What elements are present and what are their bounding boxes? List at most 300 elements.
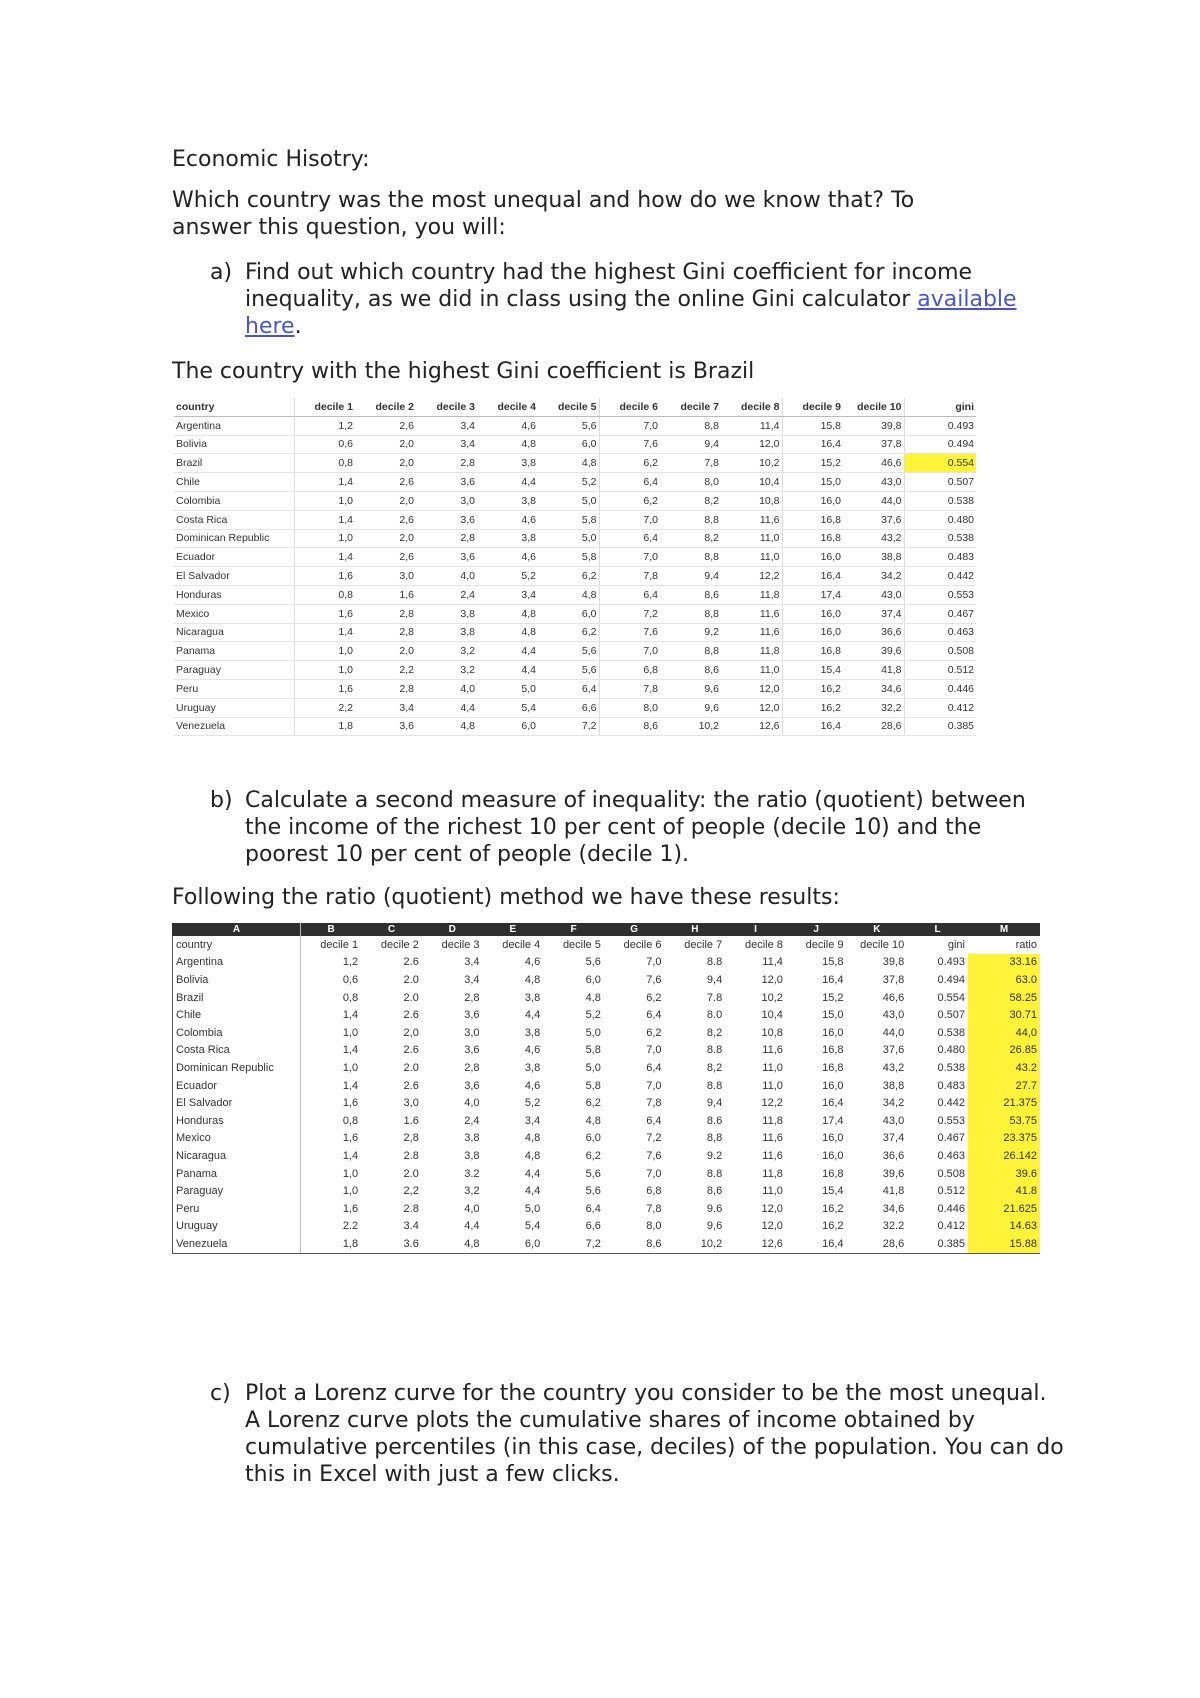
ratio-cell[interactable]: 21.625: [968, 1200, 1040, 1218]
decile-cell[interactable]: 16,0: [822, 1149, 844, 1162]
decile-cell[interactable]: 2.6: [403, 956, 419, 969]
decile-cell[interactable]: 4,6: [524, 1044, 541, 1057]
decile-cell[interactable]: 10,4: [761, 1009, 783, 1022]
decile-cell[interactable]: 11,8: [762, 1114, 783, 1127]
decile-cell[interactable]: 8,2: [706, 1061, 723, 1074]
decile-cell[interactable]: 6,4: [646, 1061, 662, 1074]
decile-cell[interactable]: 39,6: [882, 1167, 905, 1180]
gini-table-header-cell: decile 2: [355, 398, 416, 416]
decile-cell[interactable]: 3,8: [524, 1061, 541, 1074]
decile-cell[interactable]: 6,4: [646, 1114, 662, 1127]
ratio-cell[interactable]: 14.63: [968, 1218, 1040, 1236]
decile-cell: 8,0: [599, 698, 660, 717]
decile-cell[interactable]: 7,2: [543, 1235, 604, 1253]
country-cell[interactable]: Paraguay: [173, 1182, 301, 1200]
decile-cell: 2,0: [355, 435, 416, 454]
decile-cell[interactable]: 7,6: [646, 973, 662, 986]
decile-cell[interactable]: 6,6: [585, 1220, 601, 1233]
decile-cell[interactable]: 7,0: [646, 1167, 662, 1180]
decile-cell: 15,4: [782, 661, 843, 680]
decile-cell: 46,6: [843, 454, 904, 473]
ratio-header-cell[interactable]: decile 8: [744, 938, 783, 951]
gini-table-row: [174, 548, 976, 567]
gini-cell[interactable]: 0.508: [937, 1167, 965, 1180]
decile-cell[interactable]: 11,8: [762, 1167, 783, 1180]
decile-cell: 37,4: [843, 604, 904, 623]
decile-cell: 8,6: [599, 717, 660, 736]
decile-cell: 3,4: [416, 435, 477, 454]
decile-cell[interactable]: 7,6: [646, 1149, 662, 1162]
decile-cell[interactable]: 8,2: [706, 1026, 723, 1039]
decile-cell[interactable]: 5,2: [524, 1097, 541, 1110]
decile-cell[interactable]: 28,6: [847, 1235, 908, 1253]
decile-cell[interactable]: 5,8: [585, 1044, 601, 1057]
ratio-cell[interactable]: 44,0: [968, 1024, 1040, 1042]
column-letter-cell[interactable]: M: [968, 923, 1040, 936]
decile-cell[interactable]: 11,0: [762, 1079, 783, 1092]
decile-cell[interactable]: 1,0: [342, 1167, 359, 1180]
column-letter-cell[interactable]: F: [543, 923, 604, 936]
decile-cell[interactable]: 4,4: [524, 1167, 541, 1180]
decile-cell[interactable]: 6,2: [585, 1097, 601, 1110]
gini-cell[interactable]: 0.483: [937, 1079, 965, 1092]
decile-cell[interactable]: 8,0: [646, 1220, 662, 1233]
decile-cell: 6,2: [538, 623, 599, 642]
decile-cell[interactable]: 6,0: [585, 1132, 601, 1145]
ratio-header-cell[interactable]: decile 1: [320, 938, 359, 951]
decile-cell[interactable]: 1,0: [342, 1061, 359, 1074]
decile-cell[interactable]: 2,8: [464, 991, 480, 1004]
decile-cell[interactable]: 0,8: [342, 1114, 359, 1127]
decile-cell[interactable]: 9,4: [706, 973, 723, 986]
decile-cell[interactable]: 41,8: [882, 1185, 905, 1198]
decile-cell: 3,8: [416, 604, 477, 623]
decile-cell: 3,8: [477, 454, 538, 473]
decile-cell: 16,4: [782, 567, 843, 586]
decile-cell[interactable]: 16,8: [822, 1044, 844, 1057]
decile-cell[interactable]: 8,8: [706, 1132, 723, 1145]
gini-cell[interactable]: 0.385: [907, 1235, 968, 1253]
ratio-header-cell[interactable]: decile 6: [623, 938, 662, 951]
ratio-cell[interactable]: 39.6: [968, 1165, 1040, 1183]
ratio-cell[interactable]: 58.25: [968, 989, 1040, 1007]
decile-cell[interactable]: 3,8: [464, 1149, 480, 1162]
decile-cell: 4,8: [416, 717, 477, 736]
country-cell[interactable]: Argentina: [173, 954, 301, 972]
gini-cell[interactable]: 0.463: [937, 1149, 965, 1162]
ratio-header-cell[interactable]: decile 4: [502, 938, 541, 951]
country-cell[interactable]: Brazil: [173, 989, 301, 1007]
decile-cell[interactable]: 4,8: [422, 1235, 483, 1253]
decile-cell[interactable]: 3,4: [464, 973, 480, 986]
column-letter-cell[interactable]: L: [907, 923, 968, 936]
decile-cell[interactable]: 4,8: [524, 1132, 541, 1145]
decile-cell[interactable]: 3.2: [464, 1167, 480, 1180]
country-cell[interactable]: Costa Rica: [173, 1042, 301, 1060]
ratio-header-cell[interactable]: decile 3: [441, 938, 480, 951]
decile-cell[interactable]: 10,8: [761, 1026, 783, 1039]
column-letter-cell[interactable]: H: [665, 923, 726, 936]
decile-cell[interactable]: 37,6: [882, 1044, 905, 1057]
ratio-row: [173, 1200, 1041, 1218]
decile-cell: 3,8: [477, 491, 538, 510]
decile-cell[interactable]: 16,8: [822, 1061, 844, 1074]
decile-cell[interactable]: 4,6: [524, 956, 541, 969]
decile-cell[interactable]: 12,2: [761, 1097, 783, 1110]
ratio-cell[interactable]: 43.2: [968, 1059, 1040, 1077]
decile-cell[interactable]: 9.6: [706, 1202, 723, 1215]
decile-cell[interactable]: 5,0: [585, 1026, 601, 1039]
decile-cell: 2,6: [355, 473, 416, 492]
gini-table-row: [174, 473, 976, 492]
decile-cell[interactable]: 2,4: [464, 1114, 480, 1127]
decile-cell[interactable]: 8.8: [706, 1044, 723, 1057]
country-cell[interactable]: Nicaragua: [173, 1147, 301, 1165]
decile-cell[interactable]: 1.6: [403, 1114, 419, 1127]
country-cell[interactable]: Chile: [173, 1006, 301, 1024]
decile-cell: 2,0: [355, 491, 416, 510]
decile-cell[interactable]: 1,4: [342, 1149, 359, 1162]
decile-cell[interactable]: 3,8: [524, 1026, 541, 1039]
decile-cell[interactable]: 7,2: [646, 1132, 662, 1145]
decile-cell[interactable]: 2.2: [342, 1220, 359, 1233]
gini-cell[interactable]: 0.480: [937, 1044, 965, 1057]
gini-table-row: [174, 585, 976, 604]
decile-cell: 1,6: [294, 604, 355, 623]
gini-cell[interactable]: 0.554: [937, 991, 965, 1004]
decile-cell[interactable]: 34,6: [882, 1202, 905, 1215]
decile-cell[interactable]: 3,6: [464, 1079, 480, 1092]
decile-cell[interactable]: 7,0: [646, 1079, 662, 1092]
decile-cell[interactable]: 6,2: [585, 1149, 601, 1162]
gini-cell[interactable]: 0.412: [937, 1220, 965, 1233]
decile-cell: 8,8: [660, 510, 721, 529]
decile-cell: 11,8: [721, 585, 782, 604]
ratio-cell[interactable]: 26.142: [968, 1147, 1040, 1165]
decile-cell[interactable]: 4,8: [585, 1114, 601, 1127]
decile-cell[interactable]: 1,6: [342, 1202, 359, 1215]
question-b-text: Calculate a second measure of inequality: the ratio (quotient) between the income of the richest 10 per cent of people (decile 10) and the poorest 10 per cent of people (decile 1).: [245, 788, 1026, 867]
gini-cell[interactable]: 0.538: [937, 1026, 965, 1039]
decile-cell[interactable]: 5,4: [524, 1220, 541, 1233]
decile-cell[interactable]: 3,8: [524, 991, 541, 1004]
decile-cell[interactable]: 2.6: [403, 1079, 419, 1092]
decile-cell[interactable]: 9.2: [706, 1149, 723, 1162]
decile-cell: 10,2: [660, 717, 721, 736]
column-letter-cell[interactable]: I: [725, 923, 786, 936]
decile-cell: 3,4: [477, 585, 538, 604]
decile-cell[interactable]: 1,6: [342, 1132, 359, 1145]
decile-cell[interactable]: 8,6: [706, 1185, 723, 1198]
country-cell: Paraguay: [174, 661, 294, 680]
decile-cell[interactable]: 16,8: [822, 1167, 844, 1180]
decile-cell[interactable]: 15,4: [822, 1185, 844, 1198]
country-cell[interactable]: Venezuela: [173, 1235, 301, 1253]
decile-cell[interactable]: 2.0: [403, 973, 419, 986]
decile-cell[interactable]: 37,8: [882, 973, 905, 986]
country-cell[interactable]: Panama: [173, 1165, 301, 1183]
decile-cell: 8,8: [660, 548, 721, 567]
gini-table-header-cell: decile 3: [416, 398, 477, 416]
decile-cell[interactable]: 38,8: [882, 1079, 905, 1092]
column-letter-cell[interactable]: E: [483, 923, 544, 936]
decile-cell[interactable]: 1,0: [342, 1185, 359, 1198]
gini-table-row: [174, 698, 976, 717]
decile-cell[interactable]: 3,2: [464, 1185, 480, 1198]
country-cell: Nicaragua: [174, 623, 294, 642]
decile-cell[interactable]: 6,0: [483, 1235, 544, 1253]
decile-cell[interactable]: 16,0: [822, 1079, 844, 1092]
decile-cell[interactable]: 16,4: [822, 973, 844, 986]
decile-cell[interactable]: 5,0: [524, 1202, 541, 1215]
decile-cell[interactable]: 12,0: [761, 973, 783, 986]
decile-cell[interactable]: 9,6: [706, 1220, 723, 1233]
decile-cell[interactable]: 5,6: [585, 1185, 601, 1198]
column-letter-cell[interactable]: B: [301, 923, 362, 936]
column-letter-cell[interactable]: A: [173, 923, 301, 936]
decile-cell[interactable]: 12,6: [725, 1235, 786, 1253]
decile-cell[interactable]: 4,4: [524, 1185, 541, 1198]
ratio-cell[interactable]: 23.375: [968, 1130, 1040, 1148]
decile-cell[interactable]: 8.8: [706, 1079, 723, 1092]
ratio-header-cell[interactable]: country: [173, 936, 301, 954]
decile-cell[interactable]: 11,0: [762, 1061, 783, 1074]
decile-cell[interactable]: 2,8: [403, 1132, 419, 1145]
ratio-header-cell[interactable]: decile 10: [860, 938, 905, 951]
ratio-header-cell[interactable]: gini: [947, 938, 965, 951]
decile-cell[interactable]: 1,6: [342, 1097, 359, 1110]
ratio-cell[interactable]: 63.0: [968, 971, 1040, 989]
gini-cell[interactable]: 0.538: [937, 1061, 965, 1074]
column-letter-cell[interactable]: K: [847, 923, 908, 936]
decile-cell[interactable]: 2,2: [403, 1185, 419, 1198]
decile-cell[interactable]: 2.0: [403, 991, 419, 1004]
column-letter-cell[interactable]: D: [422, 923, 483, 936]
decile-cell[interactable]: 39,8: [882, 956, 905, 969]
country-cell[interactable]: Bolivia: [173, 971, 301, 989]
country-cell[interactable]: Peru: [173, 1200, 301, 1218]
decile-cell[interactable]: 16,4: [822, 1097, 844, 1110]
decile-cell[interactable]: 0,8: [342, 991, 359, 1004]
decile-cell[interactable]: 16,4: [786, 1235, 847, 1253]
decile-cell[interactable]: 2.0: [403, 1167, 419, 1180]
ratio-header-cell[interactable]: ratio: [1015, 938, 1037, 951]
column-letter-cell[interactable]: J: [786, 923, 847, 936]
decile-cell[interactable]: 7,8: [646, 1097, 662, 1110]
decile-cell[interactable]: 8.8: [706, 1167, 723, 1180]
decile-cell[interactable]: 8.6: [706, 1114, 723, 1127]
decile-cell: 10,8: [721, 491, 782, 510]
decile-cell: 3,6: [355, 717, 416, 736]
decile-cell[interactable]: 1,0: [342, 1026, 359, 1039]
ratio-cell[interactable]: 33.16: [968, 954, 1040, 972]
decile-cell[interactable]: 7,0: [646, 956, 662, 969]
decile-cell[interactable]: 11,4: [762, 956, 783, 969]
decile-cell[interactable]: 5,2: [585, 1009, 601, 1022]
decile-cell[interactable]: 6,2: [646, 991, 662, 1004]
country-cell[interactable]: Honduras: [173, 1112, 301, 1130]
ratio-cell[interactable]: 30.71: [968, 1006, 1040, 1024]
decile-cell[interactable]: 1,2: [342, 956, 359, 969]
decile-cell[interactable]: 3,0: [464, 1026, 480, 1039]
decile-cell[interactable]: 43,0: [882, 1114, 905, 1127]
ratio-cell[interactable]: 21.375: [968, 1094, 1040, 1112]
gini-cell: 0.554: [904, 454, 976, 473]
column-letter-cell[interactable]: G: [604, 923, 665, 936]
gini-calculator-link[interactable]: available here: [245, 287, 1017, 339]
decile-cell[interactable]: 6,8: [646, 1185, 662, 1198]
decile-cell[interactable]: 1,4: [342, 1044, 359, 1057]
decile-cell[interactable]: 2.8: [403, 1149, 419, 1162]
decile-cell: 9,4: [660, 567, 721, 586]
decile-cell[interactable]: 2.6: [403, 1009, 419, 1022]
ratio-header-cell[interactable]: decile 2: [380, 938, 419, 951]
gini-cell[interactable]: 0.493: [937, 956, 965, 969]
decile-cell[interactable]: 11,6: [762, 1149, 783, 1162]
decile-cell[interactable]: 4,4: [524, 1009, 541, 1022]
decile-cell[interactable]: 5,6: [585, 956, 601, 969]
decile-cell: 44,0: [843, 491, 904, 510]
gini-table-row: [174, 567, 976, 586]
decile-cell[interactable]: 15,0: [822, 1009, 844, 1022]
decile-cell: 12,0: [721, 679, 782, 698]
gini-cell[interactable]: 0.507: [937, 1009, 965, 1022]
decile-cell[interactable]: 2.6: [403, 1044, 419, 1057]
gini-cell: 0.508: [904, 642, 976, 661]
ratio-cell[interactable]: 26.85: [968, 1042, 1040, 1060]
decile-cell[interactable]: 46,6: [882, 991, 905, 1004]
decile-cell[interactable]: 7,0: [646, 1044, 662, 1057]
gini-cell[interactable]: 0.446: [937, 1202, 965, 1215]
decile-cell[interactable]: 4,8: [524, 973, 541, 986]
ratio-cell[interactable]: 41.8: [968, 1182, 1040, 1200]
ratio-cell[interactable]: 15.88: [968, 1235, 1040, 1253]
decile-cell[interactable]: 8.8: [706, 956, 723, 969]
ratio-header-cell[interactable]: decile 9: [805, 938, 844, 951]
decile-cell[interactable]: 44,0: [882, 1026, 905, 1039]
decile-cell[interactable]: 3,6: [464, 1009, 480, 1022]
decile-cell[interactable]: 15,2: [822, 991, 844, 1004]
decile-cell: 8,2: [660, 491, 721, 510]
decile-cell[interactable]: 9,4: [706, 1097, 723, 1110]
decile-cell[interactable]: 34,2: [882, 1097, 905, 1110]
decile-cell[interactable]: 1,8: [301, 1235, 362, 1253]
decile-cell[interactable]: 1,4: [342, 1009, 359, 1022]
decile-cell: 1,0: [294, 661, 355, 680]
decile-cell[interactable]: 2,0: [403, 1026, 419, 1039]
decile-cell[interactable]: 2.0: [403, 1061, 419, 1074]
decile-cell[interactable]: 5,8: [585, 1079, 601, 1092]
decile-cell[interactable]: 6,0: [585, 973, 601, 986]
ratio-header-cell[interactable]: decile 7: [684, 938, 723, 951]
decile-cell[interactable]: 10,2: [761, 991, 783, 1004]
question-c-text: Plot a Lorenz curve for the country you consider to be the most unequal. A Lorenz curve plots the cumulative shares of income obtained by cumulative percentiles (in this case, deciles) of the population. You can do this in Excel with just a few clicks.: [245, 1381, 1064, 1487]
country-cell[interactable]: Ecuador: [173, 1077, 301, 1095]
ratio-row: [173, 1130, 1041, 1148]
decile-cell[interactable]: 3,4: [524, 1114, 541, 1127]
decile-cell[interactable]: 6,4: [646, 1009, 662, 1022]
decile-cell[interactable]: 6,2: [646, 1026, 662, 1039]
decile-cell[interactable]: 3.4: [403, 1220, 419, 1233]
decile-cell[interactable]: 2.8: [403, 1202, 419, 1215]
gini-cell[interactable]: 0.467: [937, 1132, 965, 1145]
decile-cell[interactable]: 4,8: [524, 1149, 541, 1162]
gini-cell[interactable]: 0.442: [937, 1097, 965, 1110]
decile-cell: 43,0: [843, 473, 904, 492]
decile-cell[interactable]: 12,0: [761, 1202, 783, 1215]
decile-cell[interactable]: 3,0: [403, 1097, 419, 1110]
decile-cell: 36,6: [843, 623, 904, 642]
decile-cell[interactable]: 7,8: [646, 1202, 662, 1215]
ratio-header-cell[interactable]: decile 5: [562, 938, 601, 951]
decile-cell[interactable]: 4,0: [464, 1097, 480, 1110]
decile-cell[interactable]: 3,6: [464, 1044, 480, 1057]
decile-cell[interactable]: 10,2: [665, 1235, 726, 1253]
country-cell[interactable]: El Salvador: [173, 1094, 301, 1112]
decile-cell[interactable]: 12,0: [761, 1220, 783, 1233]
decile-cell[interactable]: 4,4: [464, 1220, 480, 1233]
decile-cell[interactable]: 2,8: [464, 1061, 480, 1074]
decile-cell[interactable]: 4,8: [585, 991, 601, 1004]
decile-cell[interactable]: 11,0: [762, 1185, 783, 1198]
decile-cell[interactable]: 43,2: [882, 1061, 905, 1074]
decile-cell[interactable]: 17,4: [822, 1114, 844, 1127]
decile-cell[interactable]: 36,6: [882, 1149, 905, 1162]
country-cell: Brazil: [174, 454, 294, 473]
country-cell: Dominican Republic: [174, 529, 294, 548]
gini-cell[interactable]: 0.553: [937, 1114, 965, 1127]
decile-cell[interactable]: 5,0: [585, 1061, 601, 1074]
country-cell[interactable]: Colombia: [173, 1024, 301, 1042]
decile-cell: 16,2: [782, 698, 843, 717]
decile-cell[interactable]: 4,6: [524, 1079, 541, 1092]
decile-cell[interactable]: 16,2: [822, 1220, 844, 1233]
gini-cell[interactable]: 0.512: [937, 1185, 965, 1198]
decile-cell[interactable]: 43,0: [882, 1009, 905, 1022]
decile-cell[interactable]: 3,8: [464, 1132, 480, 1145]
decile-cell: 9,6: [660, 698, 721, 717]
decile-cell[interactable]: 1,4: [342, 1079, 359, 1092]
decile-cell[interactable]: 11,6: [762, 1044, 783, 1057]
decile-cell[interactable]: 3.6: [361, 1235, 422, 1253]
gini-cell[interactable]: 0.494: [937, 973, 965, 986]
decile-cell[interactable]: 16,2: [822, 1202, 844, 1215]
decile-cell[interactable]: 3,4: [464, 956, 480, 969]
decile-cell[interactable]: 5,6: [585, 1167, 601, 1180]
country-cell[interactable]: Uruguay: [173, 1218, 301, 1236]
decile-cell[interactable]: 8,6: [604, 1235, 665, 1253]
decile-cell[interactable]: 11,6: [762, 1132, 783, 1145]
decile-cell[interactable]: 32.2: [882, 1220, 905, 1233]
decile-cell[interactable]: 6,4: [585, 1202, 601, 1215]
decile-cell[interactable]: 8.0: [706, 1009, 723, 1022]
column-letter-cell[interactable]: C: [361, 923, 422, 936]
decile-cell[interactable]: 16,0: [822, 1132, 844, 1145]
decile-cell[interactable]: 7.8: [706, 991, 723, 1004]
gini-table-header-cell: decile 1: [294, 398, 355, 416]
decile-cell[interactable]: 16,0: [822, 1026, 844, 1039]
decile-cell[interactable]: 0,6: [342, 973, 359, 986]
ratio-cell[interactable]: 53.75: [968, 1112, 1040, 1130]
decile-cell: 5,2: [538, 473, 599, 492]
country-cell[interactable]: Mexico: [173, 1130, 301, 1148]
decile-cell: 15,0: [782, 473, 843, 492]
decile-cell[interactable]: 37,4: [882, 1132, 905, 1145]
ratio-cell[interactable]: 27.7: [968, 1077, 1040, 1095]
country-cell[interactable]: Dominican Republic: [173, 1059, 301, 1077]
decile-cell[interactable]: 15,8: [822, 956, 844, 969]
decile-cell[interactable]: 4,0: [464, 1202, 480, 1215]
